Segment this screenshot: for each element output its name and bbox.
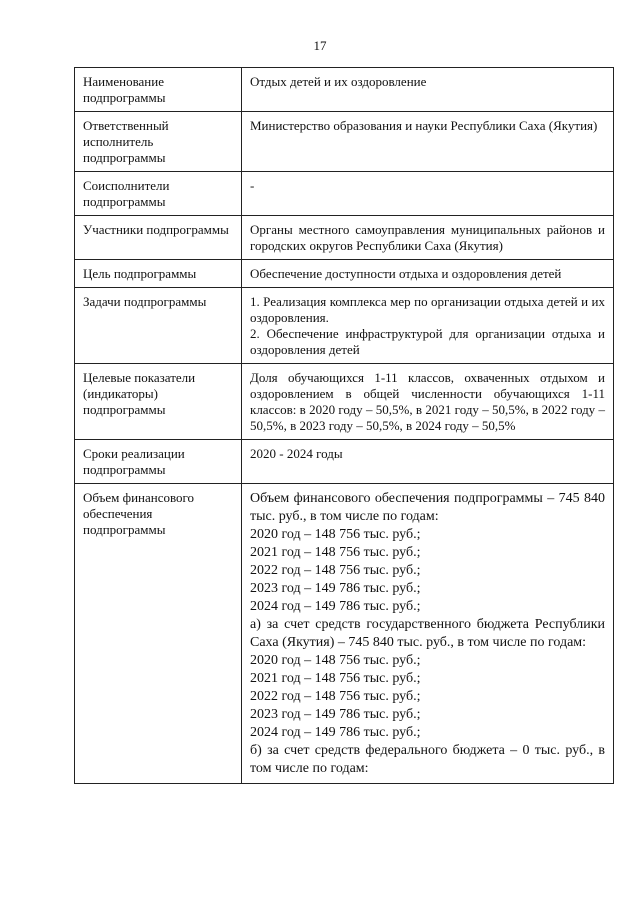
row-label: Соисполнители подпрограммы — [75, 172, 242, 216]
row-label: Целевые показатели (индикаторы) подпрограммы — [75, 364, 242, 440]
financing-line: 2023 год – 149 786 тыс. руб.; — [250, 707, 421, 722]
row-value: Органы местного самоуправления муниципальных районов и городских округов Республики Саха (Якутия) — [242, 216, 614, 260]
row-value — [242, 288, 614, 364]
table-row — [75, 440, 614, 484]
financing-line: 2020 год – 148 756 тыс. руб.; — [250, 653, 421, 668]
financing-line: 2024 год – 149 786 тыс. руб.; — [250, 599, 421, 614]
row-value: 2020 - 2024 годы — [242, 440, 614, 484]
row-value: Доля обучающихся 1-11 классов, охваченных отдыхом и оздоровлением в общей численности обучающихся 1-11 классов: в 2020 году – 50,5%, в 2021 году – 50,5%, в 2022 году – 50,5%, в 2023 году – 50,5%, в 2024 году – 50,5% — [242, 364, 614, 440]
row-label: Сроки реализации подпрограммы — [75, 440, 242, 484]
table-row — [75, 112, 614, 172]
table-row — [75, 68, 614, 112]
financing-line: 2022 год – 148 756 тыс. руб.; — [250, 563, 421, 578]
row-label: Участники подпрограммы — [75, 216, 242, 260]
row-label: Цель подпрограммы — [75, 260, 242, 288]
financing-line: 2023 год – 149 786 тыс. руб.; — [250, 581, 421, 596]
financing-line: 2021 год – 148 756 тыс. руб.; — [250, 671, 421, 686]
financing-line: а) за счет средств государственного бюджета Республики Саха (Якутия) – 745 840 тыс. руб., в том числе по годам: — [250, 617, 605, 650]
table-row — [75, 260, 614, 288]
table-row — [75, 172, 614, 216]
row-label: Наименование подпрограммы — [75, 68, 242, 112]
row-value: Министерство образования и науки Республики Саха (Якутия) — [242, 112, 614, 172]
financing-line: 2022 год – 148 756 тыс. руб.; — [250, 689, 421, 704]
subprogram-passport-table — [74, 67, 614, 784]
row-value: Обеспечение доступности отдыха и оздоровления детей — [242, 260, 614, 288]
row-label: Задачи подпрограммы — [75, 288, 242, 364]
financing-line: 2021 год – 148 756 тыс. руб.; — [250, 545, 421, 560]
table-row — [75, 288, 614, 364]
table-row — [75, 216, 614, 260]
table-row — [75, 484, 614, 784]
financing-line: 2024 год – 149 786 тыс. руб.; — [250, 725, 421, 740]
page-number: 17 — [313, 38, 327, 53]
task-item: 2. Обеспечение инфраструктурой для организации отдыха и оздоровления детей — [250, 326, 605, 357]
financing-line: б) за счет средств федерального бюджета – 0 тыс. руб., в том числе по годам: — [250, 743, 605, 776]
row-value: - — [242, 172, 614, 216]
financing-line: 2020 год – 148 756 тыс. руб.; — [250, 527, 421, 542]
row-label: Объем финансового обеспечения подпрограммы — [75, 484, 242, 784]
table-row — [75, 364, 614, 440]
task-item: 1. Реализация комплекса мер по организации отдыха детей и их оздоровления. — [250, 294, 605, 325]
financing-line: Объем финансового обеспечения подпрограммы – 745 840 тыс. руб., в том числе по годам: — [250, 491, 605, 524]
row-label: Ответственный исполнитель подпрограммы — [75, 112, 242, 172]
row-value — [242, 484, 614, 784]
row-value: Отдых детей и их оздоровление — [242, 68, 614, 112]
